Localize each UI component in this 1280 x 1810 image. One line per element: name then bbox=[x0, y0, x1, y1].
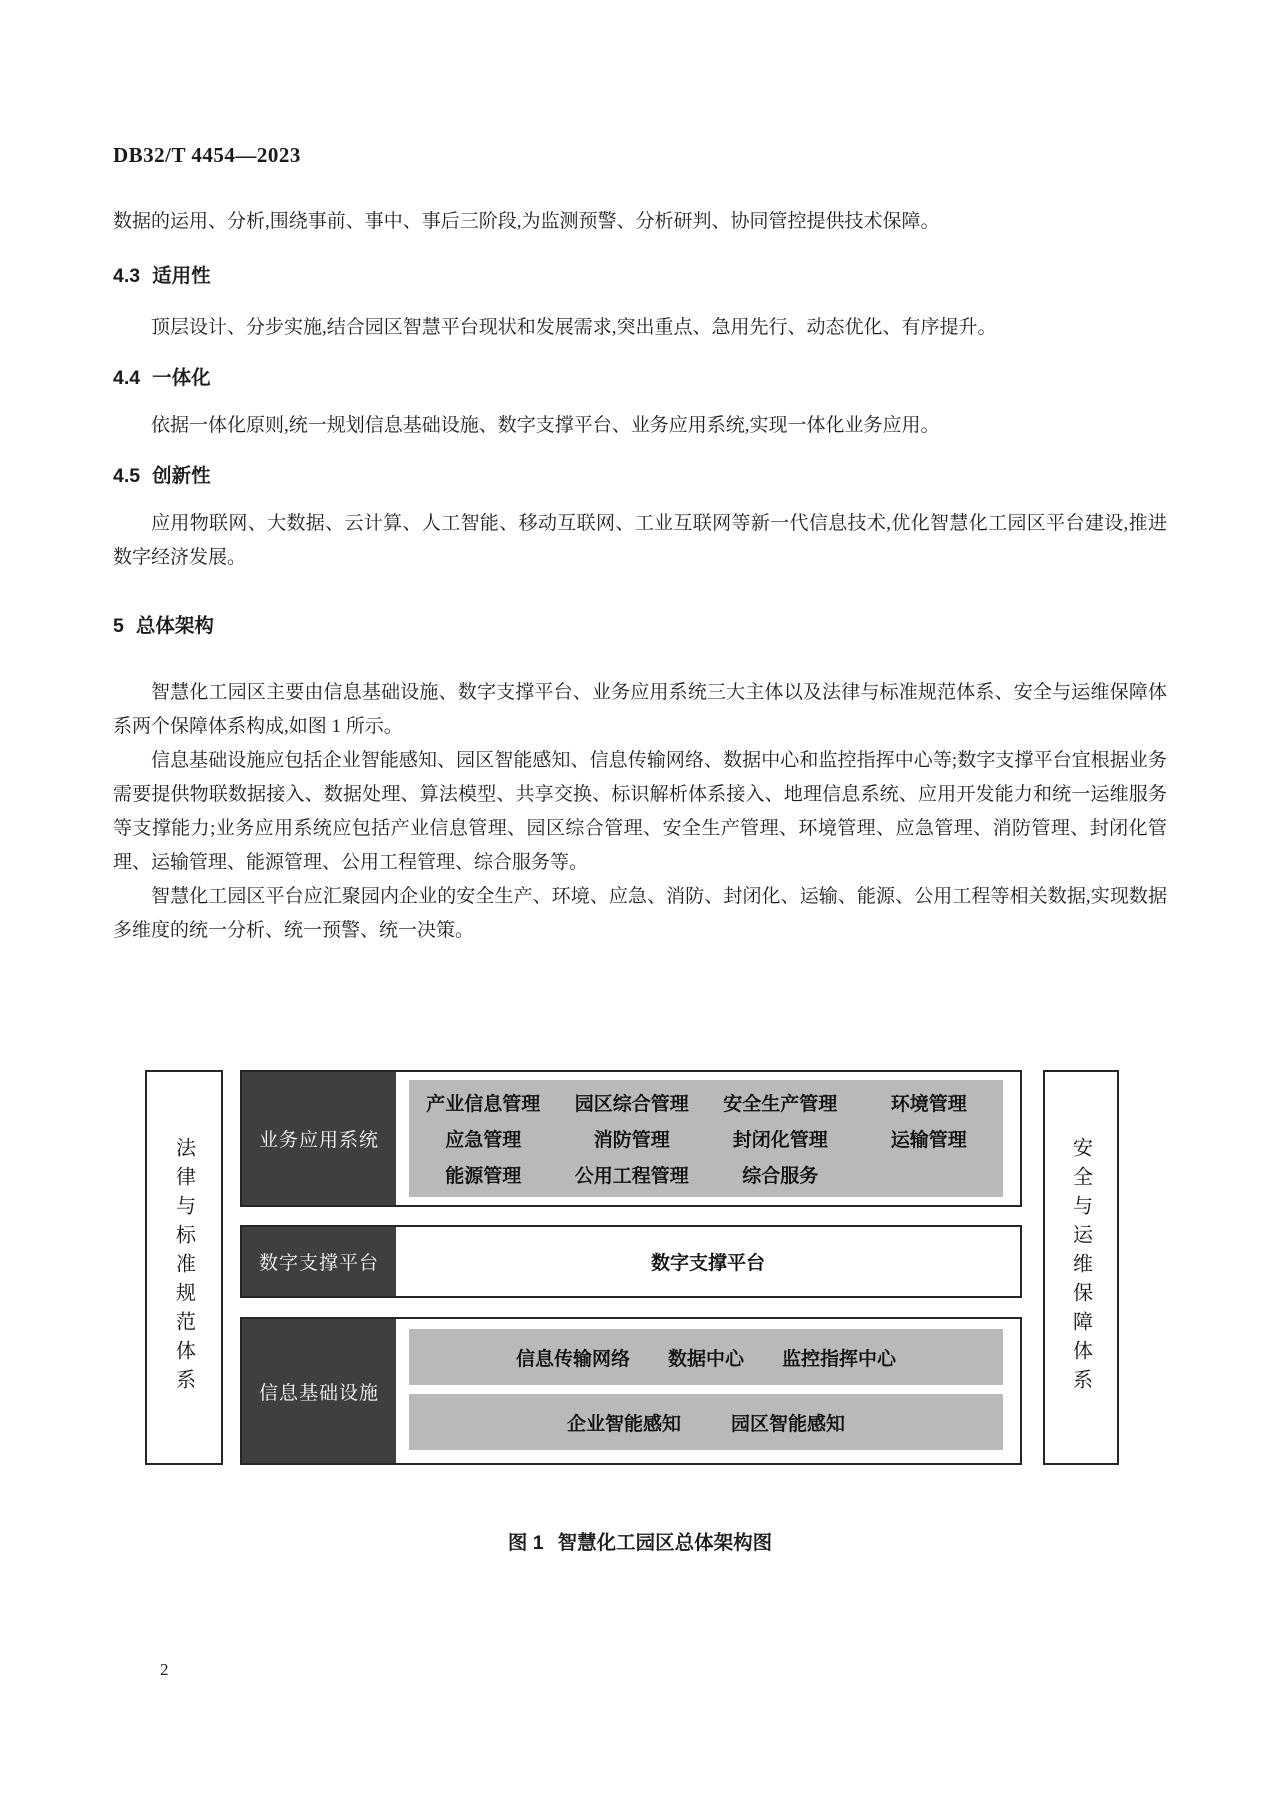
architecture-diagram bbox=[145, 1070, 1119, 1465]
info-infrastructure-row bbox=[240, 1317, 1022, 1465]
section-number: 4.5 bbox=[113, 465, 141, 487]
section-title: 适用性 bbox=[152, 265, 211, 287]
infra-network-bar bbox=[409, 1329, 1003, 1385]
section-heading-4-4 bbox=[113, 365, 1167, 391]
section-heading-4-5 bbox=[113, 463, 1167, 489]
paragraph: 顶层设计、分步实施,结合园区智慧平台现状和发展需求,突出重点、急用先行、动态优化、有序提升。 bbox=[151, 317, 997, 338]
diagram-item: 企业智能感知 bbox=[566, 1413, 681, 1435]
section-number: 4.4 bbox=[113, 367, 141, 389]
paragraph: 应用物联网、大数据、云计算、人工智能、移动互联网、工业互联网等新一代信息技术,优化智慧化工园区平台建设,推进数字经济发展。 bbox=[113, 513, 1167, 568]
page-number: 2 bbox=[160, 1660, 169, 1679]
diagram-center-stack bbox=[240, 1070, 1022, 1465]
section-heading-4-3 bbox=[113, 263, 1167, 289]
diagram-item: 能源管理 bbox=[445, 1166, 522, 1187]
business-application-content bbox=[396, 1072, 1020, 1205]
diagram-item: 应急管理 bbox=[445, 1130, 522, 1151]
business-items-grid bbox=[409, 1080, 1003, 1197]
paragraph: 依据一体化原则,统一规划信息基础设施、数字支撑平台、业务应用系统,实现一体化业务应用。 bbox=[151, 415, 940, 436]
infra-bars bbox=[396, 1319, 1020, 1463]
info-infrastructure-label: 信息基础设施 bbox=[242, 1319, 396, 1463]
diagram-item: 园区综合管理 bbox=[574, 1094, 689, 1115]
diagram-item: 数据中心 bbox=[667, 1348, 744, 1370]
business-application-row bbox=[240, 1070, 1022, 1207]
section-title: 总体架构 bbox=[135, 615, 214, 637]
paragraph: 信息基础设施应包括企业智能感知、园区智能感知、信息传输网络、数据中心和监控指挥中心等;数字支撑平台宜根据业务需要提供物联数据接入、数据处理、算法模型、共享交换、标识解析体系接入、地理信息系统、应用开发能力和统一运维服务等支撑能力;业务应用系统应包括产业信息管理、园区综合管理、安全生产管理、环境管理、应急管理、消防管理、封闭化管理、运输管理、能源管理、公用工程管理、综合服务等。 bbox=[113, 750, 1167, 873]
paragraph: 智慧化工园区主要由信息基础设施、数字支撑平台、业务应用系统三大主体以及法律与标准规范体系、安全与运维保障体系两个保障体系构成,如图 1 所示。 bbox=[113, 682, 1167, 737]
paragraph: 智慧化工园区平台应汇聚园内企业的安全生产、环境、应急、消防、封闭化、运输、能源、公用工程等相关数据,实现数据多维度的统一分析、统一预警、统一决策。 bbox=[113, 886, 1167, 941]
diagram-item: 封闭化管理 bbox=[732, 1130, 828, 1151]
diagram-item: 公用工程管理 bbox=[574, 1166, 689, 1187]
section-number: 5 bbox=[113, 615, 124, 637]
intro-paragraph: 数据的运用、分析,围绕事前、事中、事后三阶段,为监测预警、分析研判、协同管控提供技术保障。 bbox=[113, 211, 940, 232]
digital-platform-label: 数字支撑平台 bbox=[242, 1227, 396, 1296]
diagram-item: 消防管理 bbox=[593, 1130, 670, 1151]
right-pillar-security-ops: 安全与运维保障体系 bbox=[1043, 1070, 1119, 1465]
diagram-item: 安全生产管理 bbox=[723, 1094, 838, 1115]
section-number: 4.3 bbox=[113, 265, 141, 287]
figure-caption bbox=[0, 1527, 1280, 1555]
diagram-item: 综合服务 bbox=[742, 1166, 819, 1187]
figure-caption-title: 智慧化工园区总体架构图 bbox=[557, 1532, 773, 1554]
infra-sensing-bar bbox=[409, 1394, 1003, 1450]
left-pillar-laws-standards: 法律与标准规范体系 bbox=[145, 1070, 223, 1465]
section-title: 创新性 bbox=[152, 465, 211, 487]
section-title: 一体化 bbox=[152, 367, 211, 389]
diagram-item: 环境管理 bbox=[890, 1094, 967, 1115]
diagram-item: 信息传输网络 bbox=[515, 1348, 630, 1370]
business-items-area bbox=[396, 1072, 1020, 1205]
diagram-item: 监控指挥中心 bbox=[782, 1348, 897, 1370]
digital-platform-text: 数字支撑平台 bbox=[650, 1253, 765, 1274]
section-heading-5 bbox=[113, 613, 1167, 639]
diagram-item: 园区智能感知 bbox=[731, 1413, 846, 1435]
digital-platform-row bbox=[240, 1225, 1022, 1298]
diagram-item: 产业信息管理 bbox=[426, 1094, 541, 1115]
info-infrastructure-content bbox=[396, 1319, 1020, 1463]
diagram-item: 运输管理 bbox=[890, 1130, 967, 1151]
business-application-label: 业务应用系统 bbox=[242, 1072, 396, 1205]
figure-caption-number: 图 1 bbox=[507, 1532, 544, 1554]
document-code-header: DB32/T 4454—2023 bbox=[113, 143, 301, 167]
digital-platform-content bbox=[396, 1227, 1020, 1296]
